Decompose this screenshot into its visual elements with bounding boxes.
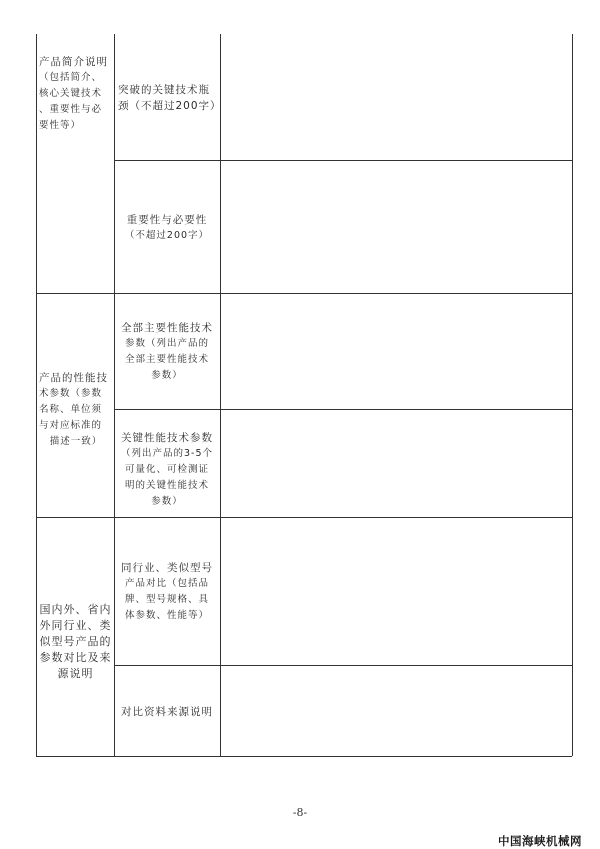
category-line: 、重要性与必 bbox=[39, 104, 103, 115]
label-line: （不超过200字） bbox=[124, 230, 210, 241]
category-line: 源说明 bbox=[57, 667, 94, 680]
item-label bbox=[115, 212, 219, 244]
category-line: 名称、单位须 bbox=[39, 404, 103, 415]
category-line: 参数对比及来 bbox=[39, 651, 112, 664]
category-line: 外同行业、类 bbox=[39, 619, 112, 632]
label-line: 全部主要性能技术 bbox=[124, 354, 209, 365]
label-line: 突破的关键技术瓶 bbox=[118, 84, 210, 96]
label-line: 关键性能技术参数 bbox=[121, 432, 213, 444]
value-field[interactable] bbox=[221, 666, 571, 755]
item-label bbox=[118, 82, 222, 114]
category-line: 产品简介说明 bbox=[39, 56, 108, 68]
label-line: （列出产品的3-5个 bbox=[120, 448, 214, 459]
section-category bbox=[39, 370, 113, 450]
category-line: 产品的性能技 bbox=[39, 372, 108, 384]
page-number: -8- bbox=[292, 806, 308, 819]
label-line: 同行业、类似型号 bbox=[121, 562, 213, 574]
value-field[interactable] bbox=[221, 410, 571, 516]
label-line: 牌、型号规格、具 bbox=[124, 594, 209, 605]
label-line: 产品对比（包括品 bbox=[124, 578, 209, 589]
label-line: 可量化、可检测证 bbox=[124, 464, 209, 475]
label-line: 参数） bbox=[151, 496, 183, 507]
category-line: 要性等） bbox=[39, 120, 82, 131]
table-col-divider-1 bbox=[114, 34, 115, 756]
category-line: 似型号产品的 bbox=[39, 635, 112, 648]
category-line: （包括简介、 bbox=[39, 72, 103, 83]
item-label bbox=[115, 430, 219, 510]
category-line: 术参数（参数 bbox=[39, 388, 103, 399]
table-bottom-border bbox=[36, 756, 572, 757]
value-field[interactable] bbox=[221, 294, 571, 408]
section-category bbox=[39, 54, 113, 134]
item-label bbox=[115, 320, 219, 384]
section-category bbox=[37, 602, 114, 682]
site-watermark: 中国海峡机械网 bbox=[498, 834, 582, 848]
value-field[interactable] bbox=[221, 518, 571, 664]
label-line: 参数（列出产品的 bbox=[124, 338, 209, 349]
category-line: 国内外、省内 bbox=[39, 603, 112, 616]
category-line: 描述一致） bbox=[49, 436, 103, 447]
label-line: 重要性与必要性 bbox=[126, 214, 208, 226]
label-line: 明的关键性能技术 bbox=[124, 480, 209, 491]
label-line: 参数） bbox=[151, 370, 183, 381]
value-field[interactable] bbox=[221, 35, 571, 159]
label-line: 体参数、性能等） bbox=[124, 610, 209, 621]
value-field[interactable] bbox=[221, 161, 571, 292]
table-right-border bbox=[572, 34, 573, 756]
category-line: 核心关键技术 bbox=[39, 88, 103, 99]
category-line: 与对应标准的 bbox=[39, 420, 103, 431]
item-label bbox=[115, 704, 219, 720]
label-line: 颈（不超过200字） bbox=[118, 100, 222, 112]
item-label bbox=[115, 560, 219, 624]
label-line: 全部主要性能技术 bbox=[121, 322, 213, 334]
label-line: 对比资料来源说明 bbox=[121, 706, 213, 718]
